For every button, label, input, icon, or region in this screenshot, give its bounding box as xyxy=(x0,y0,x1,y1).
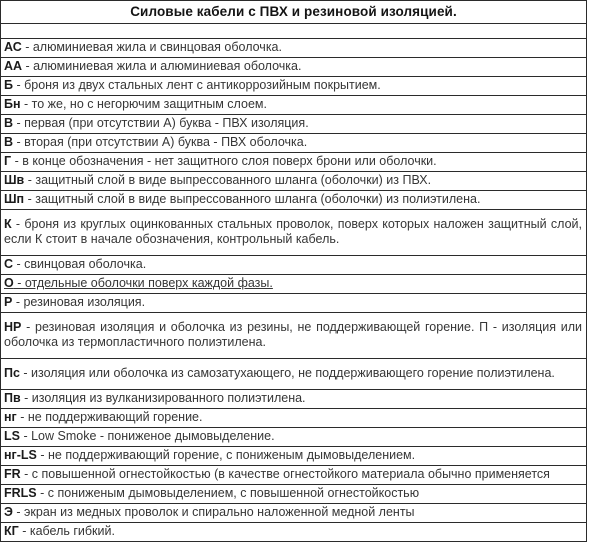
cable-code: НР xyxy=(4,320,22,334)
table-row xyxy=(1,153,586,172)
row-text xyxy=(4,295,145,309)
cable-code: нг-LS xyxy=(4,448,37,462)
cable-code: КГ xyxy=(4,524,19,538)
table-row xyxy=(1,58,586,77)
cable-description: - отдельные оболочки поверх каждой фазы. xyxy=(13,276,273,290)
row-text xyxy=(4,448,415,462)
cable-description: - свинцовая оболочка. xyxy=(13,257,147,271)
cable-description: - резиновая изоляция и оболочка из резины, не поддерживающей горение. П - изоляция или оболочка из термопластичного полиэтилена. xyxy=(4,320,582,349)
cable-description: - броня из двух стальных лент с антикоррозийным покрытием. xyxy=(12,78,381,92)
table-title: Силовые кабели с ПВХ и резиновой изоляцией. xyxy=(1,1,586,24)
table-row xyxy=(1,39,586,58)
row-text xyxy=(4,135,307,149)
cable-description: - защитный слой в виде выпрессованного шланга (оболочки) из полиэтилена. xyxy=(24,192,481,206)
cable-code: Э xyxy=(4,505,13,519)
cable-code: Г xyxy=(4,154,12,168)
cable-description: - кабель гибкий. xyxy=(18,524,115,538)
row-text xyxy=(4,40,282,54)
table-row xyxy=(1,390,586,409)
table-row xyxy=(1,115,586,134)
cable-description: - изоляция из вулканизированного полиэтилена. xyxy=(20,391,306,405)
cable-description: - не поддерживающий горение, с пониженым дымовыделением. xyxy=(36,448,416,462)
cable-description: - защитный слой в виде выпрессованного шланга (оболочки) из ПВХ. xyxy=(24,173,432,187)
cable-description: - в конце обозначения - нет защитного слоя поверх брони или оболочки. xyxy=(11,154,437,168)
cable-code: АА xyxy=(4,59,23,73)
spacer-row xyxy=(1,24,586,39)
row-text xyxy=(4,78,381,92)
cable-code: LS xyxy=(4,429,20,443)
cable-description: - не поддерживающий горение. xyxy=(16,410,203,424)
row-text xyxy=(4,366,555,380)
row-text xyxy=(4,391,306,405)
cable-code: К xyxy=(4,217,12,231)
table-row xyxy=(1,523,586,541)
table-row xyxy=(1,275,586,294)
table-row xyxy=(1,409,586,428)
table-row xyxy=(1,428,586,447)
row-text xyxy=(4,173,431,187)
row-text xyxy=(4,505,415,519)
row-text xyxy=(4,276,273,290)
table-row xyxy=(1,504,586,523)
cable-code: О xyxy=(4,276,14,290)
cable-code: Б xyxy=(4,78,13,92)
cable-description: - вторая (при отсутствии А) буква - ПВХ оболочка. xyxy=(13,135,308,149)
table-row xyxy=(1,466,586,485)
table-row xyxy=(1,294,586,313)
cable-description: - первая (при отсутствии А) буква - ПВХ изоляция. xyxy=(13,116,309,130)
cable-description: - то же, но с негорючим защитным слоем. xyxy=(20,97,267,111)
cable-code: Р xyxy=(4,295,13,309)
table-row xyxy=(1,191,586,210)
cable-code: FRLS xyxy=(4,486,37,500)
table-row xyxy=(1,96,586,115)
cable-code: Пс xyxy=(4,366,20,380)
cable-description: - алюминиевая жила и алюминиевая оболочка. xyxy=(22,59,302,73)
cable-code: Шв xyxy=(4,173,25,187)
row-text xyxy=(4,320,582,349)
table-row xyxy=(1,210,586,256)
cable-code: Шп xyxy=(4,192,25,206)
row-text xyxy=(4,154,437,168)
cable-description: - с повышенной огнестойкостью (в качестве огнестойкого материала обычно применяется xyxy=(20,467,550,481)
row-text xyxy=(4,192,480,206)
row-text xyxy=(4,97,267,111)
table-row xyxy=(1,77,586,96)
row-text xyxy=(4,429,275,443)
table-row xyxy=(1,134,586,153)
cable-description: - алюминиевая жила и свинцовая оболочка. xyxy=(21,40,282,54)
table-row xyxy=(1,359,586,390)
row-text xyxy=(4,410,202,424)
cable-code: С xyxy=(4,257,14,271)
row-text xyxy=(4,467,550,481)
table-row xyxy=(1,485,586,504)
cable-code: FR xyxy=(4,467,21,481)
cable-code: АС xyxy=(4,40,22,54)
cable-code: Пв xyxy=(4,391,21,405)
table-row xyxy=(1,447,586,466)
cable-code: Бн xyxy=(4,97,21,111)
cable-code: нг xyxy=(4,410,17,424)
table-row xyxy=(1,256,586,275)
cable-description: - изоляция или оболочка из самозатухающего, не поддерживающего горение полиэтилена. xyxy=(19,366,555,380)
cable-description: - броня из круглых оцинкованных стальных проволок, поверх которых наложен защитный слой, если К стоит в начале обозначения, контрольный кабель. xyxy=(4,217,582,246)
cable-description: - Low Smoke - пониженое дымовыделение. xyxy=(19,429,275,443)
row-text xyxy=(4,257,146,271)
table-rows xyxy=(1,39,586,541)
cable-description: - экран из медных проволок и спирально наложенной медной ленты xyxy=(12,505,415,519)
row-text xyxy=(4,217,582,246)
table-row xyxy=(1,313,586,359)
row-text xyxy=(4,524,115,538)
row-text xyxy=(4,59,301,73)
cable-code: В xyxy=(4,135,14,149)
cable-code: В xyxy=(4,116,14,130)
row-text xyxy=(4,116,309,130)
row-text xyxy=(4,486,419,500)
table-row xyxy=(1,172,586,191)
cable-description: - с пониженым дымовыделением, с повышенной огнестойкостью xyxy=(36,486,420,500)
cable-description: - резиновая изоляция. xyxy=(12,295,146,309)
